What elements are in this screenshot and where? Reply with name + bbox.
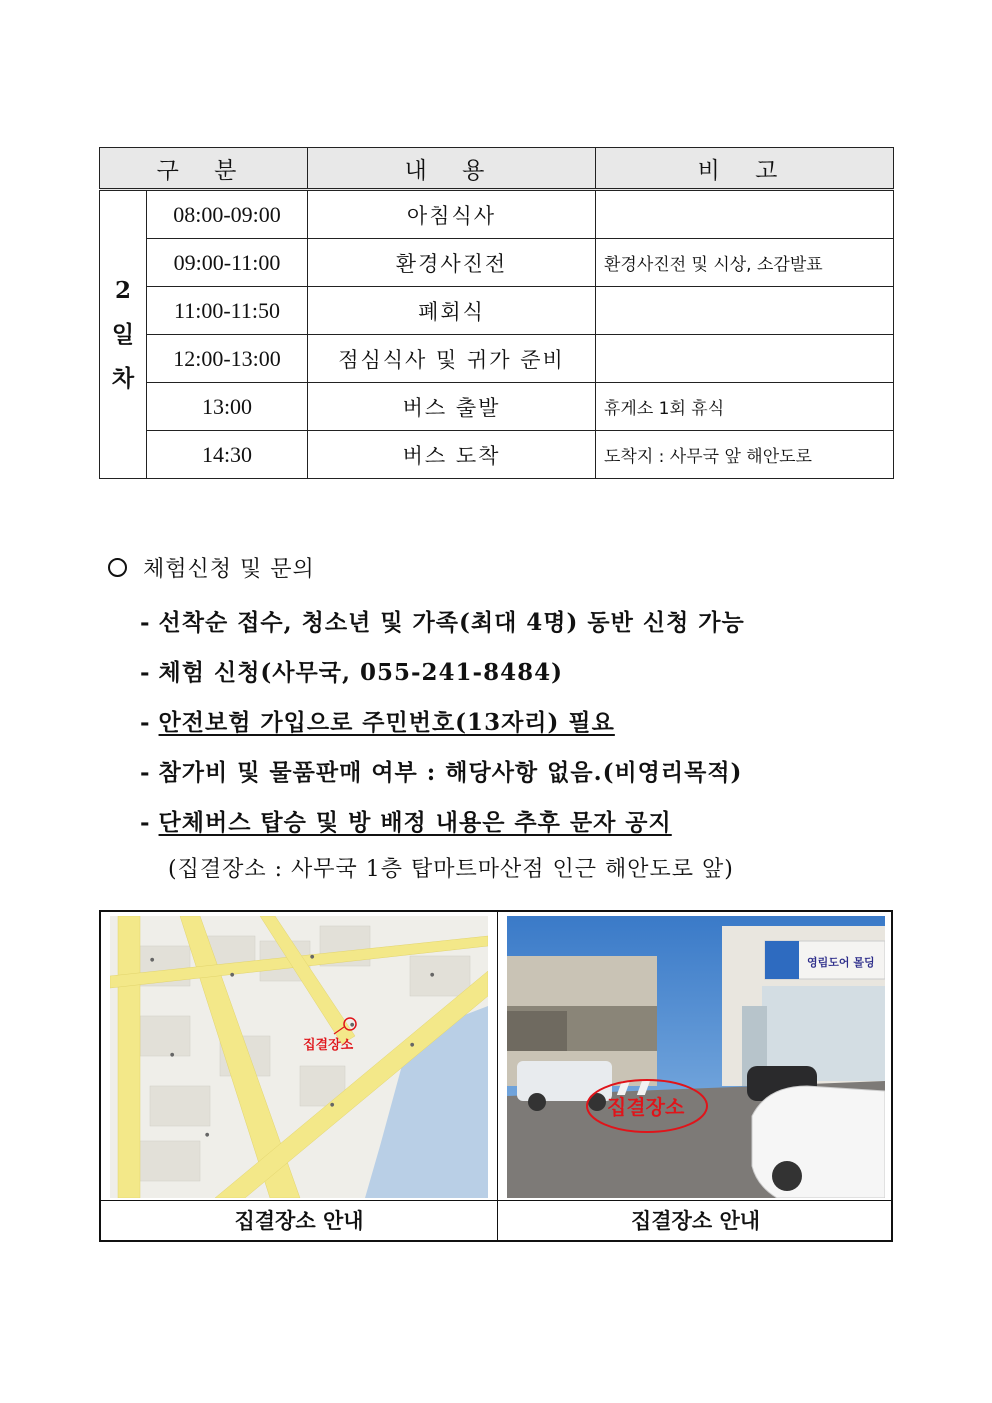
photo-sign-text: 영림도어 몰딩 — [807, 956, 875, 969]
table-row — [100, 239, 894, 287]
table-header-row — [100, 148, 894, 190]
map-image — [110, 916, 488, 1198]
section-heading: 체험신청 및 문의 — [108, 552, 315, 583]
row-note — [596, 287, 894, 335]
inquiry-item: - 참가비 및 물품판매 여부 : 해당사항 없음.(비영리목적) — [140, 759, 743, 786]
row-content: 점심식사 및 귀가 준비 — [308, 335, 596, 383]
row-content: 버스 도착 — [308, 431, 596, 479]
table-row — [100, 431, 894, 479]
svg-text:●: ● — [330, 1102, 335, 1108]
schedule-table — [99, 147, 894, 479]
row-note: 휴게소 1회 휴식 — [596, 383, 894, 431]
row-note: 도착지 : 사무국 앞 해안도로 — [596, 431, 894, 479]
row-time: 09:00-11:00 — [147, 239, 308, 287]
row-time: 08:00-09:00 — [147, 190, 308, 239]
row-time: 14:30 — [147, 431, 308, 479]
row-time: 13:00 — [147, 383, 308, 431]
map-marker-label: 집결장소 — [303, 1038, 354, 1053]
row-note — [596, 335, 894, 383]
day-label — [100, 190, 147, 479]
svg-text:●: ● — [170, 1052, 175, 1058]
header-content: 내 용 — [308, 148, 596, 190]
svg-text:●: ● — [150, 957, 155, 963]
row-content: 버스 출발 — [308, 383, 596, 431]
svg-text:●: ● — [410, 1042, 415, 1048]
table-row — [100, 190, 894, 239]
meeting-place-figure — [99, 910, 893, 1242]
table-row — [100, 287, 894, 335]
row-note — [596, 190, 894, 239]
row-content: 아침식사 — [308, 190, 596, 239]
inquiry-item: - 안전보험 가입으로 주민번호(13자리) 필요 — [140, 709, 615, 736]
circle-bullet-icon — [108, 558, 127, 577]
svg-text:●: ● — [205, 1132, 210, 1138]
row-content: 폐회식 — [308, 287, 596, 335]
row-note: 환경사진전 및 시상, 소감발표 — [596, 239, 894, 287]
street-photo — [507, 916, 885, 1198]
photo-marker-label: 집결장소 — [607, 1095, 685, 1119]
row-content: 환경사진전 — [308, 239, 596, 287]
row-time: 11:00-11:50 — [147, 287, 308, 335]
table-row — [100, 335, 894, 383]
meeting-place-note: (집결장소 : 사무국 1층 탑마트마산점 인근 해안도로 앞) — [168, 857, 734, 882]
table-row — [100, 383, 894, 431]
row-time: 12:00-13:00 — [147, 335, 308, 383]
photo-caption: 집결장소 안내 — [630, 1209, 761, 1233]
inquiry-item: - 체험 신청(사무국, 055-241-8484) — [140, 659, 563, 686]
svg-text:●: ● — [430, 972, 435, 978]
svg-text:●: ● — [310, 954, 315, 960]
inquiry-item: - 선착순 접수, 청소년 및 가족(최대 4명) 동반 신청 가능 — [140, 609, 745, 636]
header-division: 구 분 — [100, 148, 308, 190]
map-caption: 집결장소 안내 — [234, 1209, 364, 1233]
header-remarks: 비 고 — [596, 148, 894, 190]
day-label-text: 2 일 차 — [111, 276, 135, 392]
svg-text:●: ● — [230, 972, 235, 978]
svg-text:●: ● — [350, 1022, 355, 1028]
inquiry-item: - 단체버스 탑승 및 방 배정 내용은 추후 문자 공지 — [140, 809, 672, 836]
